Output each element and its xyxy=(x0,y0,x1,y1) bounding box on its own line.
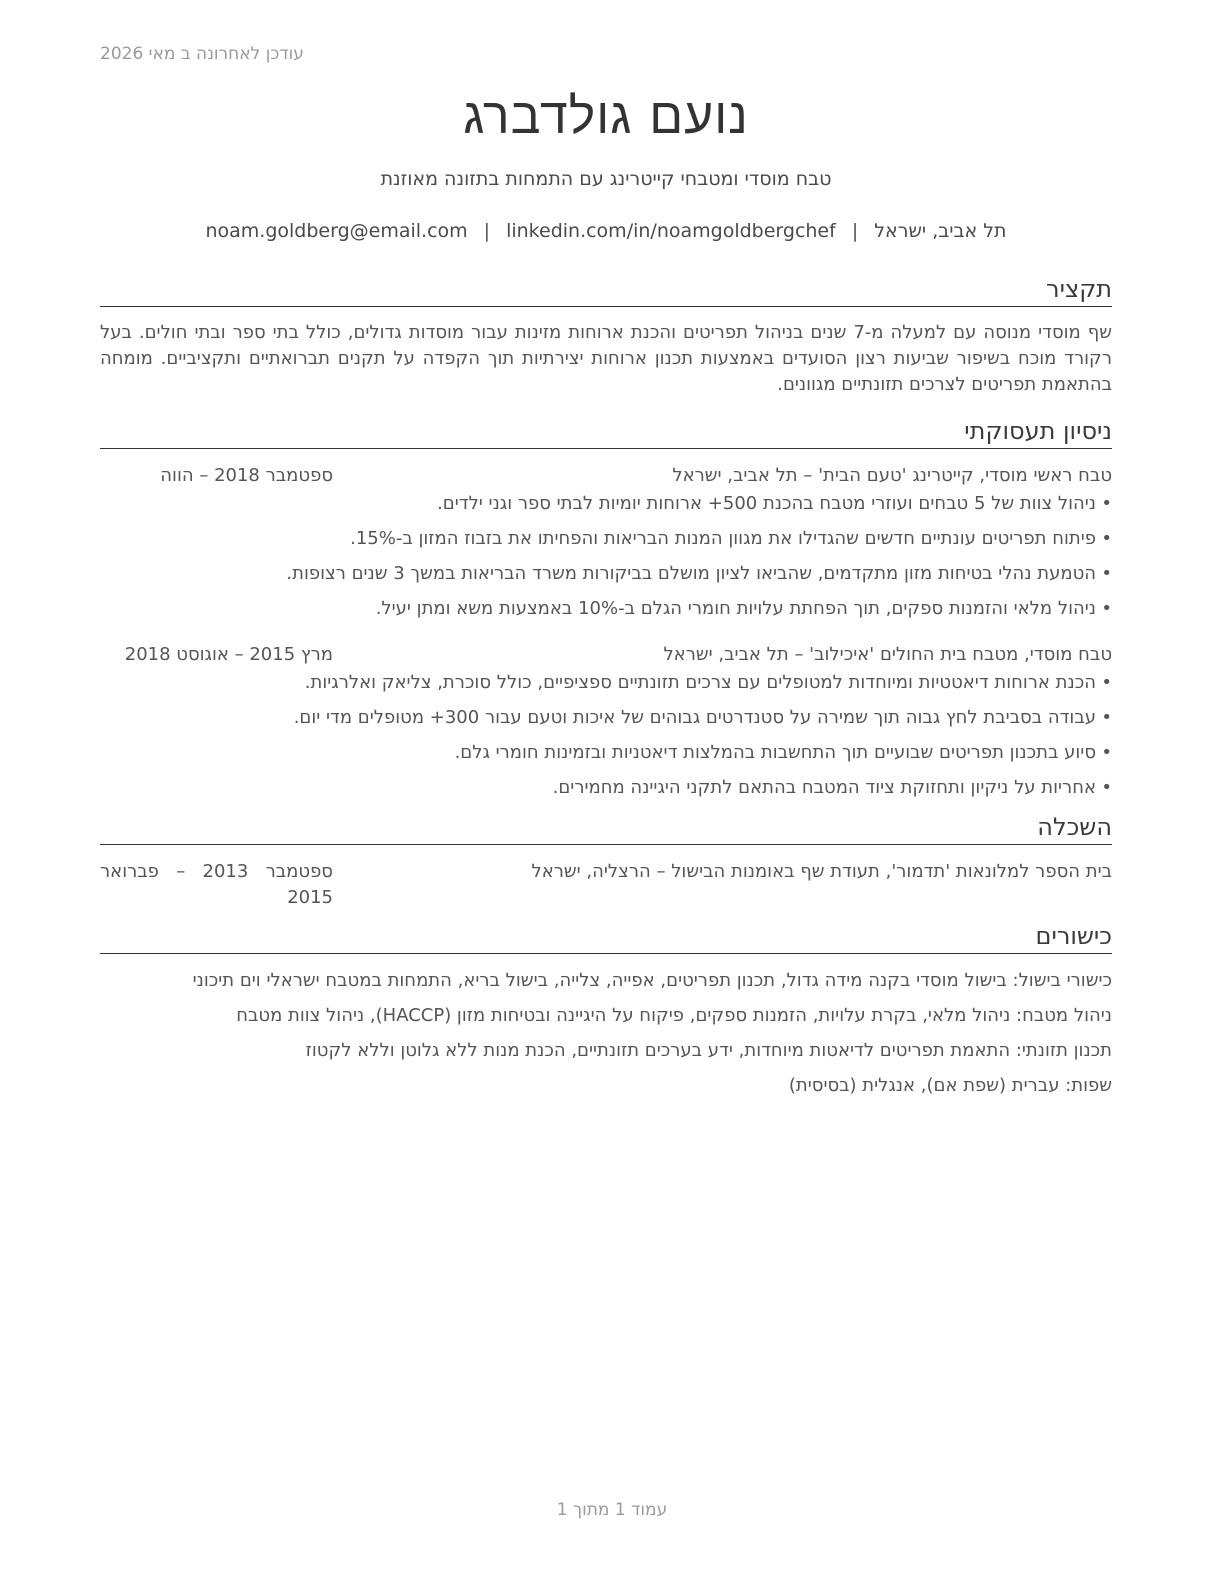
job-header xyxy=(100,463,1112,489)
bullet-icon: • xyxy=(1101,777,1112,798)
contact-line xyxy=(100,218,1112,244)
job-entry xyxy=(100,463,1112,622)
job-bullet-text: ניהול צוות של 5 טבחים ועוזרי מטבח בהכנת 500+ ארוחות יומיות לבתי ספר וגני ילדים. xyxy=(437,493,1096,514)
bullet-icon: • xyxy=(1101,528,1112,549)
skills-list xyxy=(100,968,1112,1099)
job-bullets xyxy=(100,670,1112,801)
resume-page xyxy=(100,84,1112,1108)
job-bullet-text: ניהול מלאי והזמנות ספקים, תוך הפחתת עלויות חומרי הגלם ב-10% באמצעות משא ומתן יעיל. xyxy=(375,598,1096,619)
job-bullet-text: הכנת ארוחות דיאטטיות ומיוחדות למטופלים עם צרכים תזונתיים ספציפיים, כולל סוכרת, צליאק ואלרגיות. xyxy=(304,672,1096,693)
job-bullet-text: הטמעת נהלי בטיחות מזון מתקדמים, שהביאו לציון מושלם בביקורות משרד הבריאות במשך 3 שנים רצופות. xyxy=(286,563,1096,584)
job-entry xyxy=(100,642,1112,801)
skill-line: תכנון תזונתי: התאמת תפריטים לדיאטות מיוחדות, ידע בערכים תזונתיים, הכנת מנות ללא גלוטן וללא לקטוז xyxy=(305,1040,1112,1061)
job-bullets xyxy=(100,491,1112,622)
job-bullet-text: פיתוח תפריטים עונתיים חדשים שהגדילו את מגוון המנות הבריאות והפחיתו את בזבוז המזון ב-15%. xyxy=(350,528,1096,549)
page-number: עמוד 1 מתוך 1 xyxy=(556,1500,668,1520)
contact-email[interactable]: noam.goldberg@email.com xyxy=(205,220,468,242)
job-dates: מרץ 2015 – אוגוסט 2018 xyxy=(124,644,333,665)
experience-heading: ניסיון תעסוקתי xyxy=(100,414,1112,449)
bullet-icon: • xyxy=(1101,672,1112,693)
job-bullet xyxy=(100,705,1112,731)
skills-heading: כישורים xyxy=(100,919,1112,954)
job-bullet xyxy=(100,775,1112,801)
education-school: בית הספר למלונאות 'תדמור', תעודת שף באומנות הבישול – הרצליה, ישראל xyxy=(531,861,1112,882)
skill-line: ניהול מטבח: ניהול מלאי, בקרת עלויות, הזמנות ספקים, פיקוח על היגיינה ובטיחות מזון (HACCP), ניהול צוות מטבח xyxy=(236,1005,1112,1026)
job-bullet-text: עבודה בסביבת לחץ גבוה תוך שמירה על סטנדרטים גבוהים של איכות וטעם עבור 300+ מטופלים מדי יום. xyxy=(293,707,1096,728)
job-role: טבח ראשי מוסדי, קייטרינג 'טעם הבית' – תל אביב, ישראל xyxy=(672,465,1112,486)
contact-separator: | xyxy=(851,220,859,242)
bullet-icon: • xyxy=(1101,707,1112,728)
job-dates: ספטמבר 2018 – הווה xyxy=(160,465,333,486)
summary-text: שף מוסדי מנוסה עם למעלה מ-7 שנים בניהול תפריטים והכנת ארוחות מזינות עבור מוסדות גדולים, כולל בתי ספר ובתי חולים. בעל רקורד מוכח בשיפור שביעות רצון הסועדים באמצעות תכנון ארוחות יצירתיות תוך הקפדה על תקנים תברואתיים ותקציביים. מומחה בהתאמת תפריטים לצרכים תזונתיים מגוונים. xyxy=(100,322,1112,395)
skill-line: כישורי בישול: בישול מוסדי בקנה מידה גדול, תכנון תפריטים, אפייה, צלייה, בישול בריא, התמחות במטבח ישראלי וים תיכוני xyxy=(192,970,1112,991)
skill-line: שפות: עברית (שפת אם), אנגלית (בסיסית) xyxy=(788,1075,1112,1096)
job-bullet xyxy=(100,561,1112,587)
education-dates: ספטמבר 2013 – פברואר 2015 xyxy=(100,861,333,908)
bullet-icon: • xyxy=(1101,598,1112,619)
contact-location: תל אביב, ישראל xyxy=(874,220,1007,242)
contact-separator: | xyxy=(483,220,491,242)
contact-linkedin[interactable]: linkedin.com/in/noamgoldbergchef xyxy=(506,220,836,242)
last-updated-note: עודכן לאחרונה ב מאי 2026 xyxy=(100,44,304,64)
job-bullet-text: אחריות על ניקיון ותחזוקת ציוד המטבח בהתאם לתקני היגיינה מחמירים. xyxy=(552,777,1096,798)
job-bullet xyxy=(100,596,1112,622)
job-bullet xyxy=(100,670,1112,696)
job-header xyxy=(100,642,1112,668)
candidate-tagline: טבח מוסדי ומטבחי קייטרינג עם התמחות בתזונה מאוזנת xyxy=(380,168,832,190)
job-role: טבח מוסדי, מטבח בית החולים 'איכילוב' – תל אביב, ישראל xyxy=(663,644,1112,665)
summary-heading: תקציר xyxy=(100,272,1112,307)
education-entry xyxy=(100,859,1112,911)
candidate-name: נועם גולדברג xyxy=(463,87,749,145)
bullet-icon: • xyxy=(1101,742,1112,763)
job-bullet xyxy=(100,740,1112,766)
job-bullet-text: סיוע בתכנון תפריטים שבועיים תוך התחשבות בהמלצות דיאטניות ובזמינות חומרי גלם. xyxy=(454,742,1096,763)
bullet-icon: • xyxy=(1101,563,1112,584)
job-bullet xyxy=(100,491,1112,517)
job-bullet xyxy=(100,526,1112,552)
education-heading: השכלה xyxy=(100,810,1112,845)
bullet-icon: • xyxy=(1101,493,1112,514)
